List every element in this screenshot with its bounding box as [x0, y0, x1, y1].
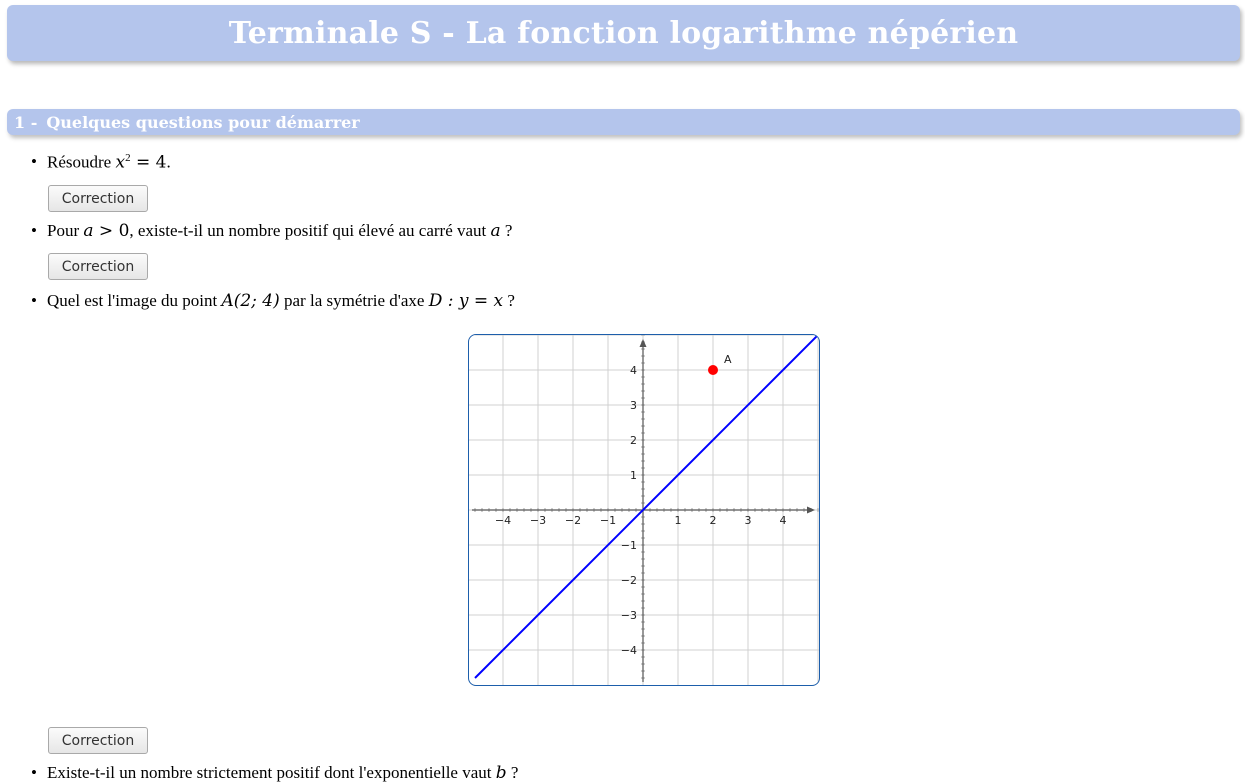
question-4-text: Existe-t-il un nombre strictement positif dont l'exponentielle vaut — [47, 763, 496, 782]
question-3-tail: ? — [503, 291, 515, 310]
question-item-4 — [47, 763, 518, 783]
question-1-text: Résoudre — [47, 152, 116, 172]
question-2-text: Pour — [47, 221, 84, 240]
question-1-math-rhs: = 4 — [130, 152, 167, 173]
question-4-math-var: b — [495, 763, 507, 783]
question-4-tail: ? — [506, 763, 519, 782]
question-2-tail: ? — [500, 221, 513, 240]
y-tick-label: −2 — [620, 574, 637, 587]
correction-button-1[interactable]: Correction — [48, 185, 148, 212]
question-item-1 — [47, 152, 171, 173]
x-tick-label: 1 — [674, 514, 682, 527]
x-tick-label: −2 — [564, 514, 582, 527]
y-tick-label: −3 — [620, 609, 637, 622]
x-tick-label: −1 — [599, 514, 617, 527]
question-3-point: A(2; 4) — [221, 291, 280, 311]
x-tick-label: −4 — [494, 514, 512, 527]
y-tick-label: −1 — [620, 539, 637, 552]
section-header — [7, 109, 1240, 135]
question-2-math-end: a — [490, 221, 501, 241]
question-item-2 — [47, 221, 512, 241]
question-1-exponent: 2 — [125, 152, 131, 164]
x-tick-label: 3 — [744, 514, 752, 527]
correction-button-3[interactable]: Correction — [48, 727, 148, 754]
question-item-3 — [47, 291, 515, 311]
page-title-banner — [7, 5, 1240, 61]
y-tick-label: 4 — [630, 364, 637, 377]
section-title: Quelques questions pour démarrer — [46, 112, 360, 132]
x-tick-label: −3 — [529, 514, 547, 527]
graph-canvas[interactable] — [469, 335, 819, 685]
y-tick-label: −4 — [620, 644, 637, 657]
page-title: Terminale S - La fonction logarithme népérien — [228, 15, 1019, 51]
question-3-axis: D : y = x — [428, 291, 504, 311]
question-1-math-var: x — [115, 152, 126, 173]
y-tick-label: 3 — [630, 399, 637, 412]
y-axis-arrow — [640, 339, 647, 347]
x-tick-label: 2 — [709, 514, 717, 527]
question-3-text: Quel est l'image du point — [47, 291, 222, 310]
question-2-math-var: a — [83, 221, 94, 241]
question-2-mid: , existe-t-il un nombre positif qui élevé au carré vaut — [129, 221, 491, 240]
x-tick-label: 4 — [779, 514, 787, 527]
question-3-mid: par la symétrie d'axe — [279, 291, 429, 310]
question-1-end: . — [166, 152, 171, 172]
x-axis-arrow — [807, 507, 815, 514]
correction-button-2[interactable]: Correction — [48, 253, 148, 280]
section-number: 1 - — [14, 112, 38, 132]
point-label-a: A — [724, 353, 732, 366]
y-tick-label: 2 — [630, 434, 637, 447]
geogebra-graph[interactable] — [468, 334, 820, 686]
line-y-equals-x — [475, 335, 819, 678]
y-tick-label: 1 — [630, 469, 637, 482]
point-a — [708, 365, 718, 375]
question-2-math-relation: > 0 — [93, 221, 130, 241]
